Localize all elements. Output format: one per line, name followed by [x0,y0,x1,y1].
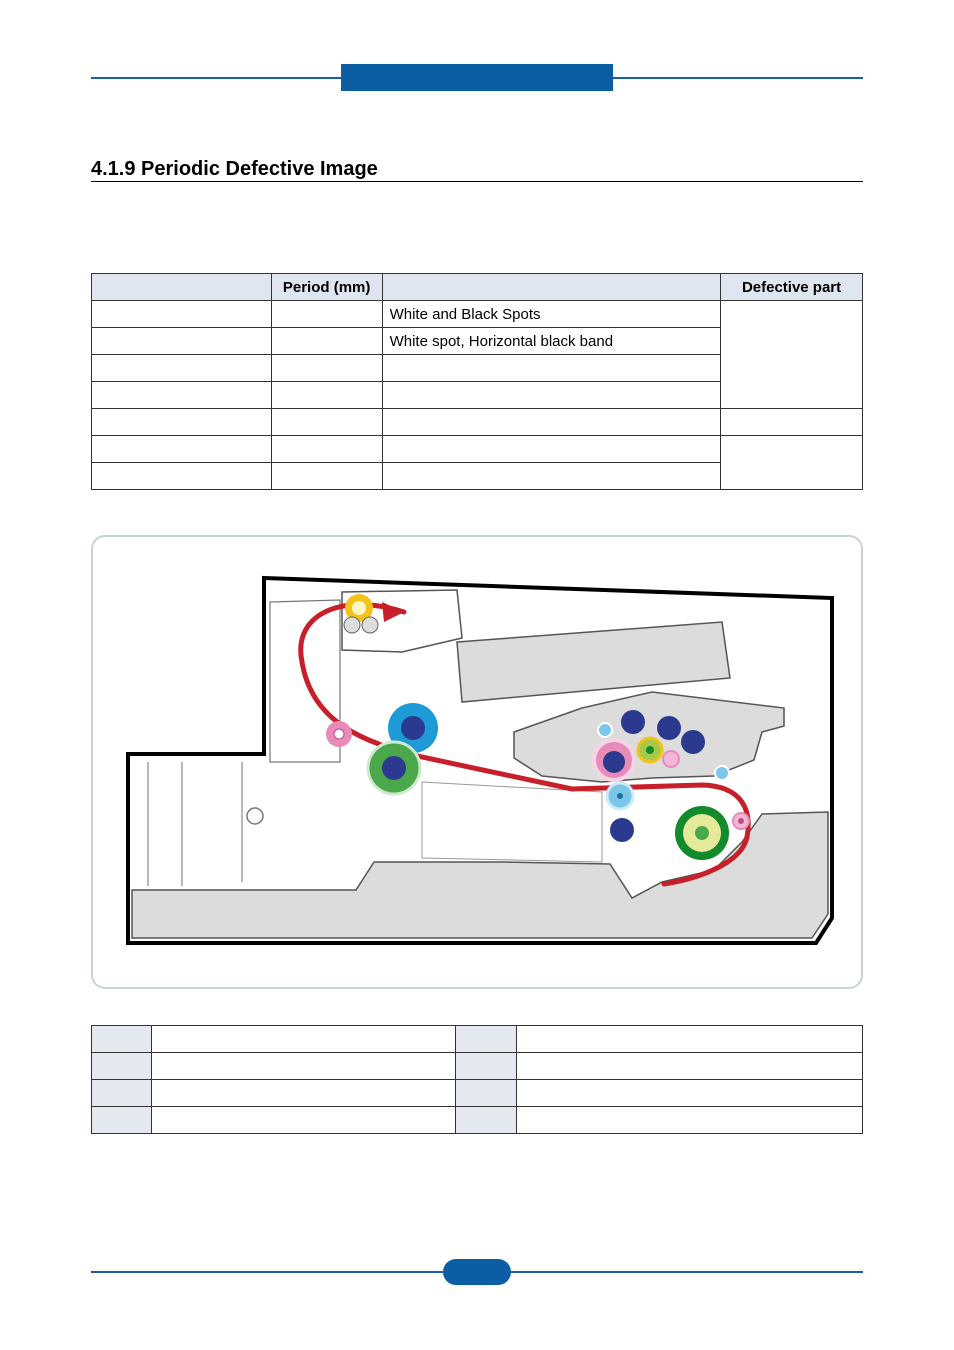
pickup-roller [675,806,729,860]
opc-drum [594,740,634,780]
cell-no [92,328,272,355]
legend-key [455,1053,517,1080]
cell-period [271,409,382,436]
cell-defective-part [721,436,863,490]
legend-key [455,1080,517,1107]
cell-phenomenon [382,436,721,463]
legend-value [151,1080,455,1107]
toner-agitator [681,730,705,754]
table-row [92,1026,863,1053]
defect-table [91,273,863,490]
cell-phenomenon [382,382,721,409]
printer-cross-section-diagram [93,537,861,987]
legend-key [92,1026,152,1053]
cell-no [92,463,272,490]
table-row [92,1107,863,1134]
supply-roller [621,710,645,734]
header-tab [341,64,613,91]
legend-key [455,1026,517,1053]
table-header-row [92,274,863,301]
legend-value [151,1107,455,1134]
legend-value [517,1053,863,1080]
cell-phenomenon [382,355,721,382]
cell-period [271,463,382,490]
header-cell-period: Period (mm) [271,274,382,301]
table-row [92,1053,863,1080]
cell-period [271,436,382,463]
table-row [92,1080,863,1107]
table-row [92,301,863,328]
developer-roller [638,738,662,762]
legend-key [92,1053,152,1080]
printer-diagram-frame [91,535,863,989]
cell-period [271,382,382,409]
fuser-pressure-roller [368,742,420,794]
legend-value [151,1026,455,1053]
header-cell-defective-part: Defective part [721,274,863,301]
rear-pink-roller [326,721,352,747]
legend-key [92,1080,152,1107]
footer-rule-right [511,1271,863,1273]
charge-roller-small [598,723,612,737]
cell-no [92,355,272,382]
table-row [92,409,863,436]
cell-defective-part [721,301,863,409]
cell-no [92,409,272,436]
agitator-roller [657,716,681,740]
front-pink-roller [733,813,749,829]
cell-defective-part [721,409,863,436]
header-cell-no [92,274,272,301]
legend-table [91,1025,863,1134]
cell-phenomenon [382,463,721,490]
cell-period [271,328,382,355]
cell-phenomenon [382,409,721,436]
table-row [92,436,863,463]
page-number-badge [443,1259,511,1285]
footer-rule-left [91,1271,443,1273]
legend-key [92,1107,152,1134]
cell-no [92,436,272,463]
cell-phenomenon: White and Black Spots [382,301,721,328]
legend-key [455,1107,517,1134]
legend-value [517,1080,863,1107]
header-rule-left [91,77,341,79]
feed-shaft [610,818,634,842]
header-rule-right [613,77,863,79]
legend-value [517,1107,863,1134]
transfer-roller [607,783,633,809]
legend-value [517,1026,863,1053]
cell-no [92,382,272,409]
cell-phenomenon: White spot, Horizontal black band [382,328,721,355]
cell-no [92,301,272,328]
section-title: 4.1.9 Periodic Defective Image [91,157,863,182]
header-cell-phenomenon [382,274,721,301]
registration-roller-small [715,766,729,780]
cell-period [271,355,382,382]
legend-value [151,1053,455,1080]
pink-roller-small [663,751,679,767]
cell-period [271,301,382,328]
